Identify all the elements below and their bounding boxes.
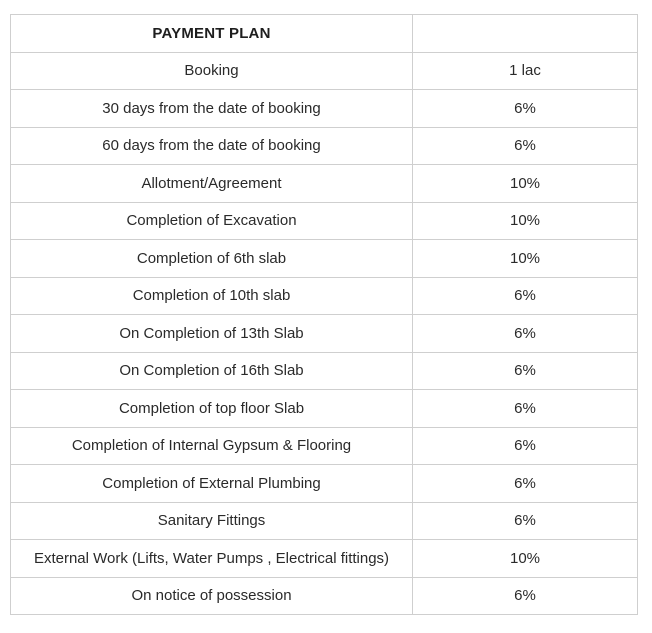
payment-stage-cell: On notice of possession xyxy=(11,577,413,615)
payment-amount-cell: 6% xyxy=(413,315,638,353)
table-row xyxy=(11,352,638,390)
table-row xyxy=(11,277,638,315)
payment-stage-cell: Booking xyxy=(11,52,413,90)
payment-stage-cell: Completion of 6th slab xyxy=(11,240,413,278)
table-title: PAYMENT PLAN xyxy=(11,15,413,53)
payment-stage-cell: On Completion of 16th Slab xyxy=(11,352,413,390)
payment-amount-cell: 6% xyxy=(413,127,638,165)
table-body xyxy=(11,52,638,615)
payment-amount-cell: 6% xyxy=(413,277,638,315)
payment-amount-cell: 6% xyxy=(413,577,638,615)
payment-stage-cell: Completion of Excavation xyxy=(11,202,413,240)
table-row xyxy=(11,202,638,240)
payment-amount-cell: 6% xyxy=(413,502,638,540)
table-row xyxy=(11,390,638,428)
payment-amount-cell: 6% xyxy=(413,390,638,428)
payment-amount-cell: 10% xyxy=(413,202,638,240)
table-header-empty-cell xyxy=(413,15,638,53)
payment-stage-cell: Completion of top floor Slab xyxy=(11,390,413,428)
table-row xyxy=(11,52,638,90)
table-row xyxy=(11,90,638,128)
table-row xyxy=(11,165,638,203)
payment-amount-cell: 6% xyxy=(413,465,638,503)
table-row xyxy=(11,502,638,540)
payment-stage-cell: 30 days from the date of booking xyxy=(11,90,413,128)
payment-stage-cell: Allotment/Agreement xyxy=(11,165,413,203)
table-row xyxy=(11,577,638,615)
payment-plan-table-container xyxy=(10,14,637,615)
payment-amount-cell: 10% xyxy=(413,240,638,278)
payment-amount-cell: 10% xyxy=(413,540,638,578)
table-row xyxy=(11,127,638,165)
payment-amount-cell: 6% xyxy=(413,352,638,390)
payment-amount-cell: 10% xyxy=(413,165,638,203)
payment-stage-cell: On Completion of 13th Slab xyxy=(11,315,413,353)
payment-amount-cell: 1 lac xyxy=(413,52,638,90)
table-row xyxy=(11,540,638,578)
payment-stage-cell: Completion of Internal Gypsum & Flooring xyxy=(11,427,413,465)
table-row xyxy=(11,315,638,353)
payment-plan-table xyxy=(10,14,638,615)
payment-amount-cell: 6% xyxy=(413,90,638,128)
table-row xyxy=(11,427,638,465)
payment-stage-cell: 60 days from the date of booking xyxy=(11,127,413,165)
payment-amount-cell: 6% xyxy=(413,427,638,465)
payment-stage-cell: Completion of 10th slab xyxy=(11,277,413,315)
table-row xyxy=(11,240,638,278)
payment-stage-cell: Sanitary Fittings xyxy=(11,502,413,540)
payment-stage-cell: External Work (Lifts, Water Pumps , Electrical fittings) xyxy=(11,540,413,578)
table-header-row xyxy=(11,15,638,53)
table-row xyxy=(11,465,638,503)
payment-stage-cell: Completion of External Plumbing xyxy=(11,465,413,503)
